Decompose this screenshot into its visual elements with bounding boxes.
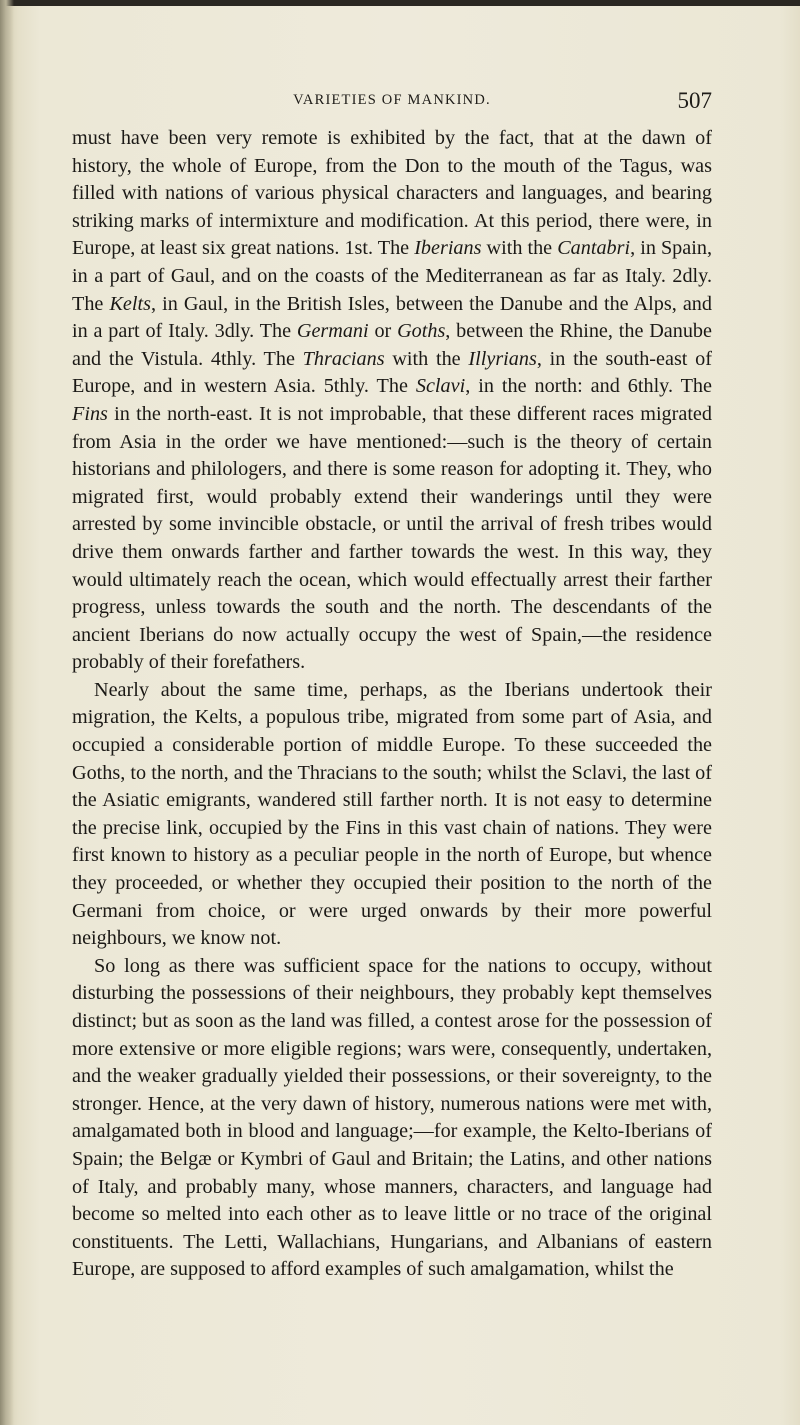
page-binding-shadow <box>0 0 14 1425</box>
page-number: 507 <box>677 88 712 113</box>
italic-term: Kelts <box>109 292 151 315</box>
italic-term: Cantabri <box>557 237 631 260</box>
body-text <box>72 125 712 1284</box>
text-run: in the north-east. It is not improbable, that these different races migrated from Asia in the order we have mentioned:—such is the theory of certain historians and philologers, and there is some reason for adopting it. They, who migrated first, would probably extend their wanderings until they were arrested by some invincible obstacle, or until the arrival of fresh tribes would drive them onwards farther and farther towards the west. In this way, they would ultimately reach the ocean, which would effectually arrest their farther progress, unless towards the south and the north. The descendants of the ancient Iberians do now actually occupy the west of Spain,—the residence probably of their forefathers. <box>72 402 712 674</box>
page-header <box>72 88 712 118</box>
italic-term: Goths <box>397 320 446 343</box>
text-run: , in Gaul, in the British Isles, between the Danube and the Alps, and in a part of Italy. 3dly. The <box>72 292 712 343</box>
text-run: or <box>368 320 398 343</box>
text-run: , in the south-east of Europe, and in western Asia. 5thly. The <box>72 347 712 398</box>
italic-term: Sclavi <box>415 375 466 398</box>
italic-term: Thracians <box>302 347 385 370</box>
page-top-edge <box>0 0 800 6</box>
italic-term: Germani <box>296 320 369 343</box>
text-run: , between the Rhine, the Danube and the Vistula. 4thly. The <box>72 320 712 370</box>
text-run: , in Spain, in a part of Gaul, and on the coasts of the Mediterranean as far as Italy. 2dly. The <box>72 237 712 315</box>
text-run: with the <box>481 237 558 260</box>
italic-term: Illyrians <box>468 347 537 370</box>
italic-term: Fins <box>72 402 108 425</box>
text-run: with the <box>384 347 469 370</box>
paragraph <box>72 125 712 677</box>
paragraph <box>72 677 712 953</box>
text-run: must have been very remote is exhibited by the fact, that at the dawn of history, the whole of Europe, from the Don to the mouth of the Tagus, was filled with nations of various physical characters and languages, and bearing striking marks of intermixture and modification. At this period, there were, in Europe, at least six great nations. 1st. The <box>72 127 712 260</box>
text-run: , in the north: and 6thly. The <box>465 375 712 398</box>
text-run: Nearly about the same time, perhaps, as the Iberians undertook their migration, the Kelts, a populous tribe, migrated from some part of Asia, and occupied a considerable portion of middle Europe. To these succeeded the Goths, to the north, and the Thracians to the south; whilst the Sclavi, the last of the Asiatic emigrants, wandered still farther north. It is not easy to determine the precise link, occupied by the Fins in this vast chain of nations. They were first known to history as a peculiar people in the north of Europe, but whence they proceeded, or whether they occupied their position to the north of the Germani from choice, or were urged onwards by their more powerful neighbours, we know not. <box>72 678 712 950</box>
italic-term: Iberians <box>414 237 482 260</box>
running-title: VARIETIES OF MANKIND. <box>293 92 491 108</box>
text-run: So long as there was sufficient space for the nations to occupy, without disturbing the possessions of their neighbours, they probably kept themselves distinct; but as soon as the land was filled, a contest arose for the possession of more extensive or more eligible regions; wars were, consequently, undertaken, and the weaker gradually yielded their possessions, or their sovereignty, to the stronger. Hence, at the very dawn of history, numerous nations were met with, amalgamated both in blood and language;—for example, the Kelto-Iberians of Spain; the Belgæ or Kymbri of Gaul and Britain; the Latins, and other nations of Italy, and probably many, whose manners, characters, and language had become so melted into each other as to leave little or no trace of the original constituents. The Letti, Wallachians, Hungarians, and Albanians of eastern Europe, are supposed to afford examples of such amalgamation, whilst the <box>72 954 712 1281</box>
paragraph <box>72 953 712 1284</box>
